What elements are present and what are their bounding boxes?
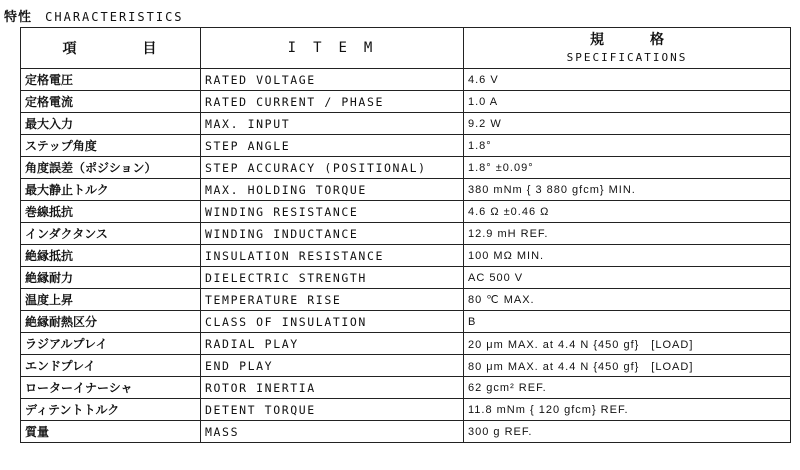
cell-item-name: RATED VOLTAGE	[201, 69, 464, 91]
cell-specification: 1.0 A	[464, 91, 791, 113]
cell-jp-name: 定格電圧	[21, 69, 201, 91]
header-specifications	[464, 28, 791, 69]
cell-jp-name: 絶縁抵抗	[21, 245, 201, 267]
cell-specification: 380 mNm { 3 880 gfcm} MIN.	[464, 179, 791, 201]
cell-jp-name: 質量	[21, 421, 201, 443]
cell-specification: 100 MΩ MIN.	[464, 245, 791, 267]
title-en: CHARACTERISTICS	[45, 10, 184, 24]
table-row	[21, 179, 791, 201]
cell-item-name: MASS	[201, 421, 464, 443]
cell-item-name: MAX. HOLDING TORQUE	[201, 179, 464, 201]
header-item-jp: 項 目	[21, 28, 201, 69]
table-row	[21, 223, 791, 245]
document-title	[4, 6, 184, 25]
cell-specification: 1.8° ±0.09°	[464, 157, 791, 179]
cell-jp-name: 絶縁耐熱区分	[21, 311, 201, 333]
table-body	[21, 69, 791, 443]
table-row	[21, 157, 791, 179]
cell-jp-name: ラジアルプレイ	[21, 333, 201, 355]
cell-item-name: END PLAY	[201, 355, 464, 377]
cell-specification: 4.6 Ω ±0.46 Ω	[464, 201, 791, 223]
characteristics-table	[20, 27, 791, 443]
table-row	[21, 267, 791, 289]
table-row	[21, 399, 791, 421]
table-row	[21, 201, 791, 223]
cell-item-name: STEP ANGLE	[201, 135, 464, 157]
table-row	[21, 377, 791, 399]
cell-specification: AC 500 V	[464, 267, 791, 289]
table-row	[21, 311, 791, 333]
table-row	[21, 333, 791, 355]
cell-specification: 9.2 W	[464, 113, 791, 135]
cell-item-name: WINDING INDUCTANCE	[201, 223, 464, 245]
cell-item-name: MAX. INPUT	[201, 113, 464, 135]
cell-specification: 20 μm MAX. at 4.4 N {450 gf} [LOAD]	[464, 333, 791, 355]
cell-item-name: ROTOR INERTIA	[201, 377, 464, 399]
cell-specification: B	[464, 311, 791, 333]
cell-specification: 80 ℃ MAX.	[464, 289, 791, 311]
table-row	[21, 421, 791, 443]
cell-specification: 11.8 mNm { 120 gfcm} REF.	[464, 399, 791, 421]
cell-jp-name: インダクタンス	[21, 223, 201, 245]
title-jp: 特性	[4, 10, 33, 25]
header-spec-en: SPECIFICATIONS	[566, 51, 688, 64]
cell-specification: 1.8°	[464, 135, 791, 157]
cell-jp-name: 巻線抵抗	[21, 201, 201, 223]
cell-jp-name: 角度誤差（ポジション）	[21, 157, 201, 179]
cell-item-name: WINDING RESISTANCE	[201, 201, 464, 223]
header-spec-jp: 規格	[590, 32, 710, 48]
cell-jp-name: ローターイナーシャ	[21, 377, 201, 399]
table-row	[21, 289, 791, 311]
cell-item-name: CLASS OF INSULATION	[201, 311, 464, 333]
cell-specification: 4.6 V	[464, 69, 791, 91]
cell-specification: 300 g REF.	[464, 421, 791, 443]
table-row	[21, 113, 791, 135]
table-row	[21, 91, 791, 113]
table-row	[21, 355, 791, 377]
cell-item-name: RATED CURRENT / PHASE	[201, 91, 464, 113]
cell-item-name: DETENT TORQUE	[201, 399, 464, 421]
cell-jp-name: 定格電流	[21, 91, 201, 113]
cell-jp-name: 最大静止トルク	[21, 179, 201, 201]
table-row	[21, 245, 791, 267]
cell-jp-name: エンドプレイ	[21, 355, 201, 377]
cell-item-name: INSULATION RESISTANCE	[201, 245, 464, 267]
cell-jp-name: ステップ角度	[21, 135, 201, 157]
cell-jp-name: ディテントトルク	[21, 399, 201, 421]
cell-item-name: RADIAL PLAY	[201, 333, 464, 355]
cell-jp-name: 最大入力	[21, 113, 201, 135]
cell-jp-name: 絶縁耐力	[21, 267, 201, 289]
cell-specification: 80 μm MAX. at 4.4 N {450 gf} [LOAD]	[464, 355, 791, 377]
cell-specification: 62 gcm² REF.	[464, 377, 791, 399]
table-row	[21, 69, 791, 91]
cell-jp-name: 温度上昇	[21, 289, 201, 311]
table-header-row	[21, 28, 791, 69]
cell-specification: 12.9 mH REF.	[464, 223, 791, 245]
cell-item-name: STEP ACCURACY (POSITIONAL)	[201, 157, 464, 179]
header-item-en: ITEM	[201, 28, 464, 69]
cell-item-name: TEMPERATURE RISE	[201, 289, 464, 311]
table-row	[21, 135, 791, 157]
cell-item-name: DIELECTRIC STRENGTH	[201, 267, 464, 289]
